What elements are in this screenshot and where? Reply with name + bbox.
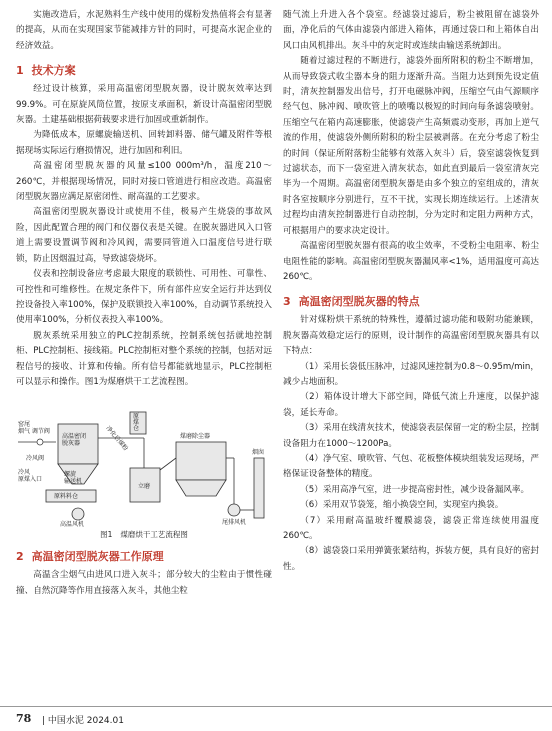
section-title: 高温密闭型脱灰器的特点 (298, 295, 420, 309)
fan-label: 高温风机 (60, 521, 85, 529)
paragraph: 高温密闭型脱灰器有很高的收尘效率，不受粉尘电阻率、粉尘电阻性能的影响。高温密闭型脱灰器漏风率<1%，适用温度可高达260℃。 (283, 241, 539, 282)
mill-label: 立磨 (138, 483, 151, 491)
dust-collector (176, 432, 226, 496)
paragraph: 仪表和控制设备应考虑最大限度的联锁性、可用性、可靠性、可控性和可维修性。在规定条件下，所有部件应安全运行并达到仪控设备投入率100%，保护及联锁投入率100%，自动调节系统投入使用率100%，分析仪表投入率100%。 (16, 269, 272, 326)
dust-collector-label: 煤磨除尘器 (180, 433, 211, 441)
raw-material-bin (46, 490, 96, 502)
intro-paragraph: 实施改造后，水泥熟料生产线中使用的煤粉发热值将会有显著的提高，从而在实现国家节能减排方针的同时，可提高水泥企业的经济效益。 (16, 10, 272, 51)
screw-label: 螺旋输送机 (64, 471, 83, 486)
exhaust-fan-label: 尾排风机 (222, 519, 247, 527)
list-item: （4）净气室、喷吹管、气包、花板整体模块组装发运现场，严格保证设备整体的精度。 (283, 453, 539, 480)
section-number: 2 (16, 550, 24, 564)
high-temp-fan (60, 508, 84, 528)
raw-coal-label: 原煤仓 (133, 413, 140, 433)
page-number: 78 (16, 712, 32, 725)
figure-title: 煤磨烘干工艺流程图 (120, 530, 188, 540)
section-3-heading (283, 295, 539, 309)
deduster-unit (58, 424, 98, 485)
paragraph: 经过设计核算，采用高温密闭型脱灰器，设计脱灰效率达到99.9%。可在原旋风筒位置，按原支承面积，新设计高温密闭型脱灰器。土建基础根据荷载要求进行加固或重新制作。 (16, 84, 272, 126)
exhaust-fan (222, 504, 246, 526)
hot-air-inlet (18, 420, 56, 445)
paragraph: 针对煤粉烘干系统的特殊性，遵循过滤功能和吸附功能兼顾，脱灰器高效稳定运行的原则，设计制作的高温密闭型脱灰器具有以下特点： (283, 315, 539, 357)
paragraph: 随着过滤过程的不断进行，滤袋外面所附积的粉尘不断增加，从而导致袋式收尘器本身的阻力逐渐升高。当阻力达到预先设定值时，清灰控制器发出信号，打开电磁脉冲阀，压缩空气由气源顺序经气包、脉冲阀、喷吹管上的喷嘴以极短的时间向每条滤袋喷射。压缩空气在箱内高速膨胀，使滤袋产生高频震动变形，再加上逆气流的作用，使滤袋外侧所附积的粉尘层被剥落。在充分考虑了粉尘的时间（保证所附落粉尘能够有效落入灰斗）后，袋室滤袋恢复到过滤状态，而下一袋室进入清灰状态，如此直到最后一袋室清灰完毕为一个周期。高温密闭型脱灰器是由多个独立的室组成的，清灰时各室按顺序分别进行，互不干扰，实现长期连续运行。上述清灰过程均由清灰控制器进行自动控制，分为定时和定阻力两种方式，可根据用户的要求决定设计。 (283, 56, 539, 236)
list-item: （3）采用在线清灰技术，使滤袋表层保留一定的粉尘层，控制设备阻力在1000～1200Pa。 (283, 423, 539, 449)
cold-air-label: 冷风阀 (26, 455, 45, 463)
chimney-label: 烟囱 (252, 449, 265, 457)
list-item: （6）采用双节袋笼，缩小换袋空间，实现室内换袋。 (300, 500, 504, 511)
paragraph: 随气流上升进入各个袋室。经滤袋过滤后，粉尘被阻留在滤袋外面，净化后的气体由滤袋内部进入箱体，再通过袋口和上箱体自出风口由风机排出。灰斗中的灰定时或连续由输送系统卸出。 (283, 10, 539, 51)
paragraph: 高温密闭型脱灰器的风量≤100 000m³/h，温度210～260℃，并根据现场情况，同时对接口管道进行相应改造。高温密闭型脱灰器应满足原密闭性、耐高温的工艺要求。 (16, 161, 272, 203)
list-item: （5）采用高净气室，进一步提高密封性，减少设备漏风率。 (300, 484, 530, 495)
section-2-heading (16, 550, 272, 564)
section-title: 技术方案 (31, 64, 76, 78)
paragraph: 脱灰系统采用独立的PLC控制系统，控制系统包括就地控制柜、PLC控制柜、接线箱。PLC控制柜对整个系统的控制，包括对远程信号的接收、计算和传输。所有信号都能就地显示，PLC控制柜可以显示和操作。图1为煤磨烘干工艺流程图。 (16, 330, 272, 387)
vertical-mill (130, 468, 160, 502)
list-item: （8）滤袋袋口采用弹簧张紧结构，拆装方便，具有良好的密封性。 (283, 546, 539, 572)
cold-air-inlet-label: 冷风原煤入口 (18, 469, 43, 484)
left-column (16, 8, 272, 599)
paragraph: 高温含尘烟气由进风口进入灰斗；部分较大的尘粒由于惯性碰撞、自然沉降等作用直接落入灰斗，其他尘粒 (16, 570, 272, 596)
process-flow-diagram (16, 398, 272, 528)
paragraph: 高温密闭型脱灰器设计或使用不佳，极易产生烧袋的事故风险，因此配置合理的阀门和仪器仪表是关键。在脱灰器进风入口管道上需要设置调节阀和冷风阀，需要同管道入口温度信号进行联锁，防止因烟温过高，导致滤袋烧坏。 (16, 207, 272, 264)
section-1-heading (16, 64, 272, 78)
list-item: （2）箱体设计增大下部空间，降低气流上升速度，以保护滤袋，延长寿命。 (283, 392, 539, 418)
raw-coal-bin (130, 412, 146, 434)
hot-air-label: 窑尾烟气 调节阀 (18, 421, 50, 436)
figure-caption (16, 530, 272, 540)
deduster-label: 高温密闭脱灰器 (62, 433, 87, 448)
clean-coal-label: 净化后煤粉 (104, 425, 130, 453)
list-item: （7）采用耐高温玻纤覆膜滤袋，滤袋正常连续使用温度260℃。 (283, 515, 539, 541)
list-item: （1）采用长袋低压脉冲，过滤风速控制为0.8～0.95m/min，减少占地面积。 (283, 361, 539, 387)
section-title: 高温密闭型脱灰器工作原理 (31, 550, 164, 564)
process-flow-figure (16, 398, 272, 528)
cold-air-inlet (18, 454, 44, 483)
section-number: 3 (283, 295, 291, 309)
paragraph: 为降低成本，原螺旋输送机、回转卸料器、储气罐及附件等根据现场实际运行磨损情况，进行加固和利旧。 (16, 130, 272, 156)
section-number: 1 (16, 64, 24, 78)
page-footer (0, 706, 552, 731)
figure-number: 图1 (100, 530, 113, 540)
journal-name: | 中国水泥 2024.01 (42, 716, 124, 726)
ash-bin-label: 原料料仓 (54, 493, 79, 501)
chimney (252, 448, 264, 518)
right-column (283, 8, 539, 575)
